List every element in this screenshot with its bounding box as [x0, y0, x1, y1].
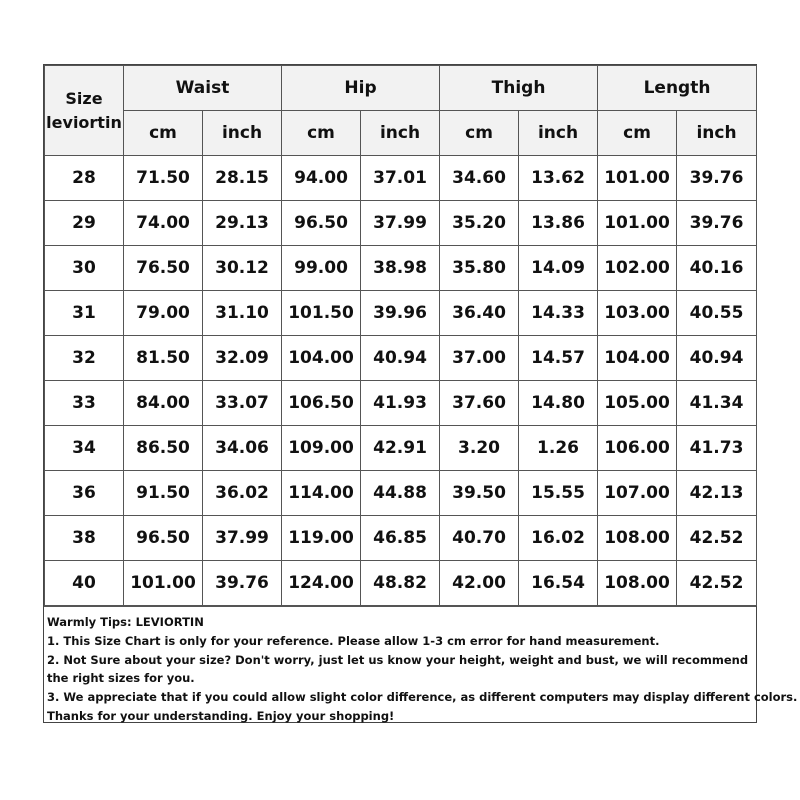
table-row — [45, 516, 757, 561]
measurement-cell: 15.55 — [519, 471, 598, 516]
measurement-cell: 40.94 — [361, 336, 440, 381]
measurement-cell: 96.50 — [282, 201, 361, 246]
measurement-cell: 96.50 — [124, 516, 203, 561]
size-cell: 28 — [45, 156, 124, 201]
measurement-cell: 39.96 — [361, 291, 440, 336]
unit-header: inch — [361, 111, 440, 156]
measurement-cell: 34.60 — [440, 156, 519, 201]
size-cell: 33 — [45, 381, 124, 426]
table-row — [45, 246, 757, 291]
tips-line-4: Thanks for your understanding. Enjoy your shopping! — [47, 708, 395, 723]
measurement-cell: 81.50 — [124, 336, 203, 381]
size-cell: 31 — [45, 291, 124, 336]
measurement-cell: 16.54 — [519, 561, 598, 606]
measurement-cell: 42.52 — [677, 561, 757, 606]
measurement-cell: 94.00 — [282, 156, 361, 201]
measurement-cell: 37.60 — [440, 381, 519, 426]
measurement-cell: 41.93 — [361, 381, 440, 426]
measurement-cell: 42.00 — [440, 561, 519, 606]
measurement-cell: 119.00 — [282, 516, 361, 561]
measurement-cell: 104.00 — [598, 336, 677, 381]
measurement-cell: 39.76 — [677, 156, 757, 201]
measurement-cell: 101.50 — [282, 291, 361, 336]
measurement-cell: 32.09 — [203, 336, 282, 381]
measurement-cell: 99.00 — [282, 246, 361, 291]
unit-header-row — [45, 111, 757, 156]
measurement-cell: 30.12 — [203, 246, 282, 291]
measurement-cell: 104.00 — [282, 336, 361, 381]
measurement-cell: 42.52 — [677, 516, 757, 561]
unit-header: inch — [519, 111, 598, 156]
unit-header: cm — [440, 111, 519, 156]
measurement-cell: 14.09 — [519, 246, 598, 291]
unit-header: inch — [677, 111, 757, 156]
table-row — [45, 291, 757, 336]
hip-header: Hip — [282, 66, 440, 111]
measurement-cell: 48.82 — [361, 561, 440, 606]
measurement-cell: 103.00 — [598, 291, 677, 336]
measurement-cell: 3.20 — [440, 426, 519, 471]
measurement-cell: 101.00 — [598, 201, 677, 246]
measurement-cell: 105.00 — [598, 381, 677, 426]
measurement-cell: 42.91 — [361, 426, 440, 471]
tips-line-1: 1. This Size Chart is only for your reference. Please allow 1-3 cm error for hand measurement. — [47, 633, 660, 648]
measurement-cell: 13.86 — [519, 201, 598, 246]
unit-header: cm — [598, 111, 677, 156]
table-row — [45, 201, 757, 246]
measurement-cell: 41.73 — [677, 426, 757, 471]
size-cell: 38 — [45, 516, 124, 561]
measurement-cell: 41.34 — [677, 381, 757, 426]
measurement-cell: 108.00 — [598, 516, 677, 561]
measurement-cell: 76.50 — [124, 246, 203, 291]
measurement-cell: 39.76 — [203, 561, 282, 606]
measurement-cell: 101.00 — [598, 156, 677, 201]
measurement-cell: 39.50 — [440, 471, 519, 516]
measurement-cell: 14.57 — [519, 336, 598, 381]
size-cell: 32 — [45, 336, 124, 381]
measurement-cell: 36.02 — [203, 471, 282, 516]
size-cell: 36 — [45, 471, 124, 516]
measurement-cell: 101.00 — [124, 561, 203, 606]
measurement-cell: 14.33 — [519, 291, 598, 336]
thigh-header: Thigh — [440, 66, 598, 111]
measurement-cell: 107.00 — [598, 471, 677, 516]
measurement-cell: 13.62 — [519, 156, 598, 201]
measurement-cell: 106.00 — [598, 426, 677, 471]
measurement-cell: 79.00 — [124, 291, 203, 336]
measurement-cell: 114.00 — [282, 471, 361, 516]
length-header: Length — [598, 66, 757, 111]
measurement-cell: 37.01 — [361, 156, 440, 201]
measurement-cell: 40.94 — [677, 336, 757, 381]
table-row — [45, 426, 757, 471]
measurement-cell: 40.70 — [440, 516, 519, 561]
size-cell: 30 — [45, 246, 124, 291]
table-row — [45, 156, 757, 201]
unit-header: cm — [124, 111, 203, 156]
warmly-tips — [44, 606, 798, 723]
size-header-line1: Size — [65, 88, 103, 108]
measurement-cell: 29.13 — [203, 201, 282, 246]
measurement-cell: 91.50 — [124, 471, 203, 516]
measurement-cell: 40.16 — [677, 246, 757, 291]
table-body — [45, 156, 757, 606]
unit-header: cm — [282, 111, 361, 156]
table-row — [45, 381, 757, 426]
tips-title: Warmly Tips: LEVIORTIN — [47, 615, 204, 629]
measurement-cell: 37.99 — [361, 201, 440, 246]
measurement-cell: 74.00 — [124, 201, 203, 246]
measurement-cell: 86.50 — [124, 426, 203, 471]
size-cell: 29 — [45, 201, 124, 246]
measurement-cell: 40.55 — [677, 291, 757, 336]
tips-line-3: 3. We appreciate that if you could allow slight color difference, as different computers may display different colors. — [47, 690, 798, 705]
size-cell: 40 — [45, 561, 124, 606]
measurement-cell: 84.00 — [124, 381, 203, 426]
measurement-cell: 35.80 — [440, 246, 519, 291]
waist-header: Waist — [124, 66, 282, 111]
measurement-cell: 35.20 — [440, 201, 519, 246]
tips-line-2: 2. Not Sure about your size? Don't worry, just let us know your height, weight and bust, we will recommend the right sizes for you. — [47, 652, 749, 686]
measurement-cell: 37.00 — [440, 336, 519, 381]
measurement-cell: 44.88 — [361, 471, 440, 516]
unit-header: inch — [203, 111, 282, 156]
measurement-cell: 36.40 — [440, 291, 519, 336]
measurement-cell: 108.00 — [598, 561, 677, 606]
measurement-cell: 33.07 — [203, 381, 282, 426]
measurement-cell: 109.00 — [282, 426, 361, 471]
measurement-cell: 28.15 — [203, 156, 282, 201]
measurement-cell: 102.00 — [598, 246, 677, 291]
measurement-cell: 106.50 — [282, 381, 361, 426]
table-row — [45, 336, 757, 381]
size-header-line2: leviortin — [46, 112, 122, 132]
measurement-cell: 14.80 — [519, 381, 598, 426]
table-row — [45, 471, 757, 516]
measurement-cell: 46.85 — [361, 516, 440, 561]
size-chart — [43, 64, 798, 723]
measurement-cell: 31.10 — [203, 291, 282, 336]
size-table — [44, 65, 757, 606]
measurement-cell: 71.50 — [124, 156, 203, 201]
measurement-cell: 38.98 — [361, 246, 440, 291]
measurement-cell: 34.06 — [203, 426, 282, 471]
measurement-cell: 37.99 — [203, 516, 282, 561]
measurement-cell: 124.00 — [282, 561, 361, 606]
measurement-cell: 1.26 — [519, 426, 598, 471]
table-row — [45, 561, 757, 606]
size-cell: 34 — [45, 426, 124, 471]
measurement-cell: 16.02 — [519, 516, 598, 561]
measurement-cell: 42.13 — [677, 471, 757, 516]
size-column-header — [45, 66, 124, 156]
group-header-row — [45, 66, 757, 111]
measurement-cell: 39.76 — [677, 201, 757, 246]
